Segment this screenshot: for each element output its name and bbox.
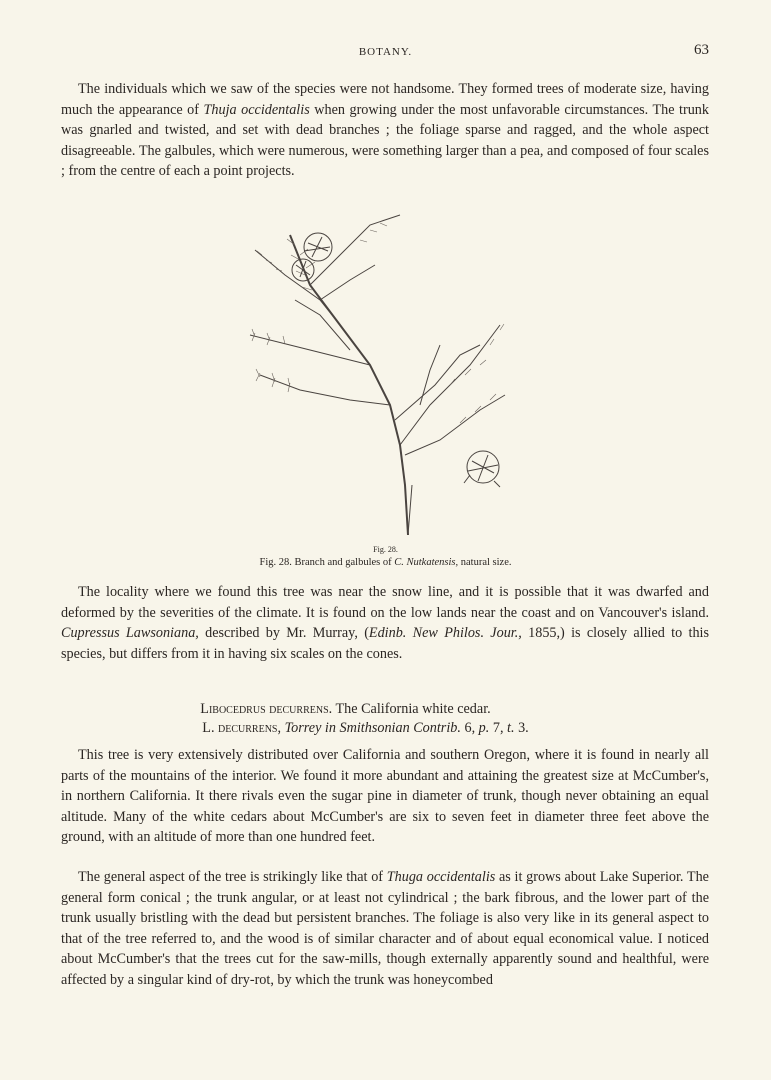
synonym-source: Torrey in Smithsonian Contrib. (281, 720, 461, 736)
paragraph-general-aspect (61, 867, 709, 990)
synonym-name: L. decurrens, (202, 720, 282, 736)
running-head: BOTANY. (358, 46, 413, 58)
p4-species-thuga: Thuga occidentalis (386, 869, 496, 885)
p2-text-c: described by Mr. Murray, ( (198, 625, 369, 641)
p1-species-thuja: Thuja occidentalis (203, 101, 310, 118)
species-heading (0, 701, 731, 718)
synonym-page-abbr: p. (478, 720, 490, 736)
paragraph-galbules-description (61, 79, 709, 182)
p2-text-a: The locality where we found this tree was near the snow line, and it is possible that it was dwarfed and deformed by the severities of the climate. It is found on the low lands near the coast and on Vancouver's island. (61, 584, 709, 621)
synonym-plate-abbr: t. (507, 720, 515, 736)
species-name: Libocedrus decurrens. (200, 701, 333, 717)
p2-text-e: 1855,) is closely allied to this species, but differs from it in having six scales on the cones. (61, 625, 709, 662)
p4-text-c: as it grows about Lake Superior. The general form conical ; the trunk angular, or at least not cylindrical ; the bark fibrous, and the lower part of the trunk usually bristling with the dead but persistent branches. The foliage is also very like in its general aspect to that of the tree referred to, and the wood is of similar character and of about equal economical value. I noticed about McCumber's that the trees cut for the saw-mills, though externally apparently sound and healthful, were affected by a singular kind of dry-rot, by which the trunk was honeycombed (61, 869, 709, 988)
p2-journal-ref: Edinb. New Philos. Jour., (368, 625, 522, 641)
synonym-page: 7, (489, 720, 508, 736)
synonym-plate: 3. (514, 720, 529, 736)
species-synonym-reference (0, 720, 751, 737)
figure-label: Fig. 28. (373, 545, 398, 554)
species-common-name: The California white cedar. (332, 701, 491, 717)
figure-caption (0, 557, 771, 568)
paragraph-locality (61, 582, 709, 664)
p4-text-a: The general aspect of the tree is strikingly like that of (78, 869, 387, 885)
caption-species: C. Nutkatensis, (394, 557, 459, 568)
caption-text-c: natural size. (458, 557, 512, 568)
p2-species-cupressus: Cupressus Lawsoniana, (61, 625, 199, 641)
p1-text-c: when growing under the most unfavorable circumstances. The trunk was gnarled and twisted, and set with dead branches ; the foliage sparse and ragged, and the whole aspect disagreeable. The galbules, which were numerous, were something larger than a pea, and composed of four scales ; from the centre of each a point projects. (61, 101, 709, 179)
branch-illustration (200, 205, 530, 540)
synonym-volume: 6, (460, 720, 479, 736)
page-number: 63 (694, 42, 709, 58)
paragraph-distribution: This tree is very extensively distributed over California and southern Oregon, where it is found in nearly all parts of the mountains of the interior. We found it more abundant and attaining the greatest size at McCumber's, in northern California. It there rivals even the sugar pine in diameter of trunk, though never obtaining an equal altitude. Many of the white cedars about McCumber's are six to seven feet in diameter three feet above the ground, with an altitude of more than one hundred feet. (61, 747, 709, 845)
caption-text-a: Fig. 28. Branch and galbules of (259, 557, 395, 568)
p1-text-a: The individuals which we saw of the species were not handsome. They formed trees of moderate size, having much the appearance of (61, 81, 709, 118)
cypress-branch-drawing (200, 205, 530, 540)
